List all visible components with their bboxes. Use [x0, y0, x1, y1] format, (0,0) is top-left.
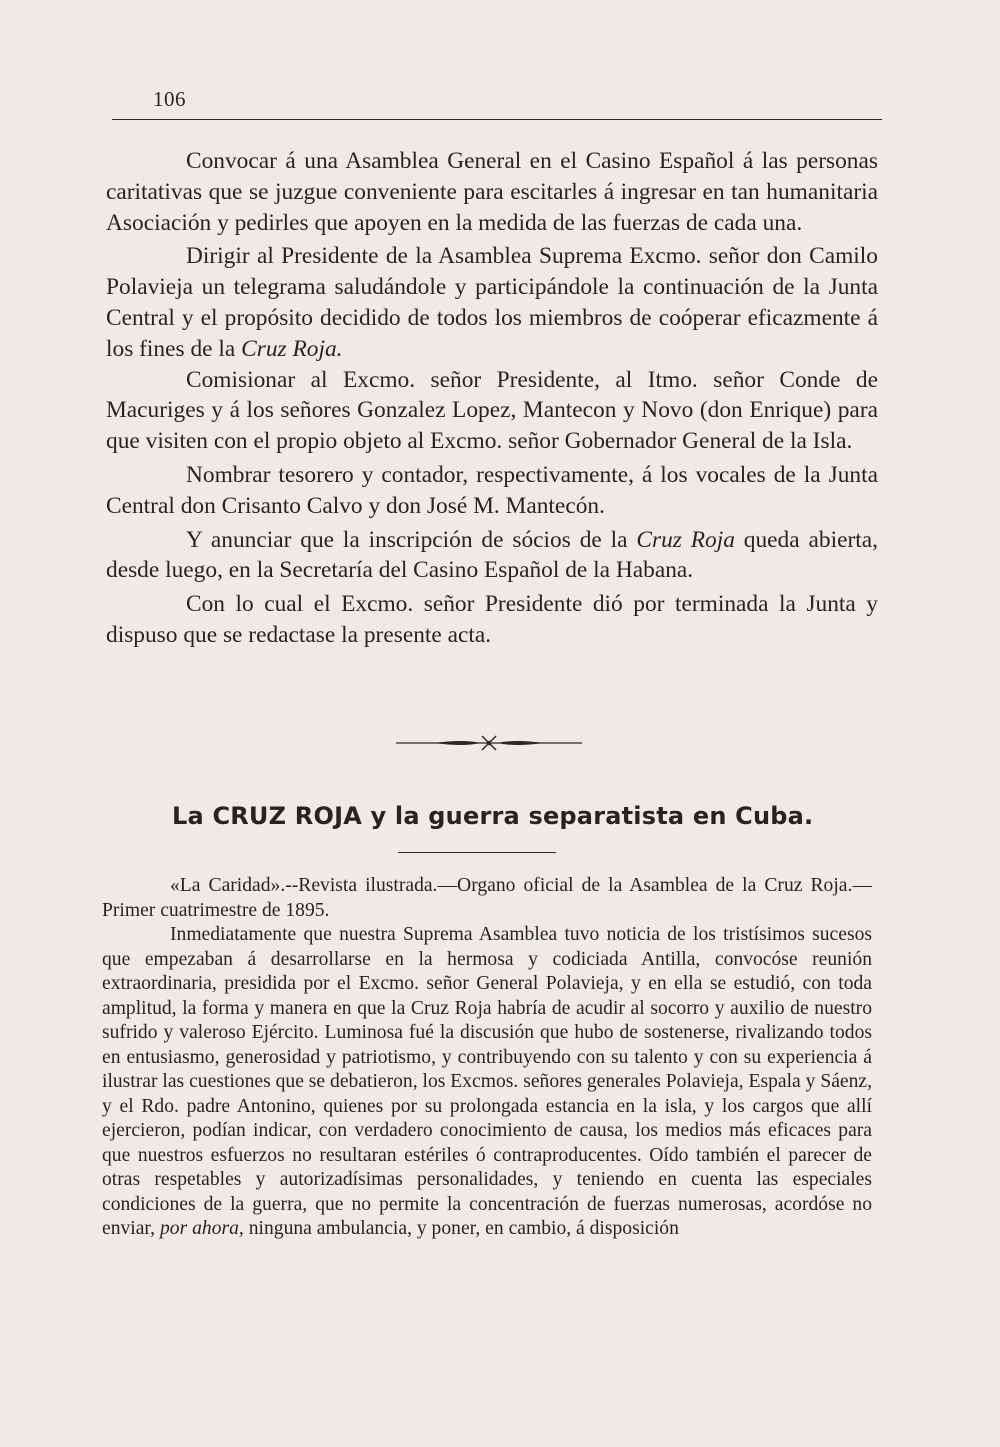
paragraph-convocar: Convocar á una Asamblea General en el Casino Español á las personas caritativas que se juzgue conveniente para escitarles á ingresar en tan humanitaria Asociación y pedirles que apoyen en la medida de las fuerzas de cada una.: [106, 148, 878, 236]
italic-cruz-roja: Cruz Roja.: [241, 335, 343, 362]
paragraph-anunciar: Y anunciar que la inscripción de sócios de la Cruz Roja queda abierta, desde luego, en la Secretaría del Casino Español de la Habana.: [106, 526, 878, 584]
paragraph-nombrar: Nombrar tesorero y contador, respectivamente, á los vocales de la Junta Central don Crisanto Calvo y don José M. Mantecón.: [106, 461, 878, 519]
article-source: «La Caridad».--Revista ilustrada.—Organo oficial de la Asamblea de la Cruz Roja.—Primer cuatrimestre de 1895.: [102, 875, 872, 921]
paragraph-comisionar: Comisionar al Excmo. señor Presidente, al Itmo. señor Conde de Macuriges y á los señores Gonzalez Lopez, Mantecon y Novo (don Enrique) para que visiten con el propio objeto al Excmo. señor Gobernador General de la Isla.: [106, 366, 878, 455]
minutes-text: [106, 146, 878, 651]
article-title: La CRUZ ROJA y la guerra separatista en Cuba.: [172, 802, 814, 830]
article-body: Inmediatamente que nuestra Suprema Asamblea tuvo noticia de los tristísimos sucesos que empezaban á desarrollarse en la hermosa y codiciada Antilla, convocóse reunión extraordinaria, presidida por el Excmo. señor General Polavieja, y en ella se estudió, con toda amplitud, la forma y manera en que la Cruz Roja habría de acudir al socorro y auxilio de nuestro sufrido y valeroso Ejército. Luminosa fué la discusión que hubo de sostenerse, rivalizando todos en entusiasmo, generosidad y patriotismo, y contribuyendo con su talento y con su experiencia á ilustrar las cuestiones que se debatieron, los Excmos. señores generales Polavieja, Espala y Sáenz, y el Rdo. padre Antonino, quienes por su prolongada estancia en la isla, y los cargos que allí ejercieron, podían indicar, con verdadero conocimiento de causa, los medios más eficaces para que nuestros esfuerzos no resultaran estériles ó contraproducentes. Oído también el parecer de otras respetables y autorizadísimas personalidades, y teniendo en cuenta las especiales condiciones de la guerra, que no permite la concentración de fuerzas numerosas, acordóse no enviar, por ahora, ninguna ambulancia, y poner, en cambio, á disposición: [102, 924, 872, 1239]
header-rule: [112, 119, 882, 120]
title-rule: [398, 852, 556, 853]
decorative-ornament: [394, 734, 584, 752]
paragraph-conclusion: Con lo cual el Excmo. señor Presidente dió por terminada la Junta y dispuso que se redactase la presente acta.: [106, 591, 878, 648]
italic-por-ahora: por ahora,: [159, 1218, 244, 1239]
italic-cruz-roja: Cruz Roja: [636, 526, 735, 553]
page-number: 106: [153, 87, 186, 111]
paragraph-dirigir: Dirigir al Presidente de la Asamblea Suprema Excmo. señor don Camilo Polavieja un telegrama saludándole y participándole la continuación de la Junta Central y el propósito decidido de todos los miembros de coóperar eficazmente á los fines de la Cruz Roja.: [106, 243, 878, 362]
article-text: [102, 874, 872, 1242]
